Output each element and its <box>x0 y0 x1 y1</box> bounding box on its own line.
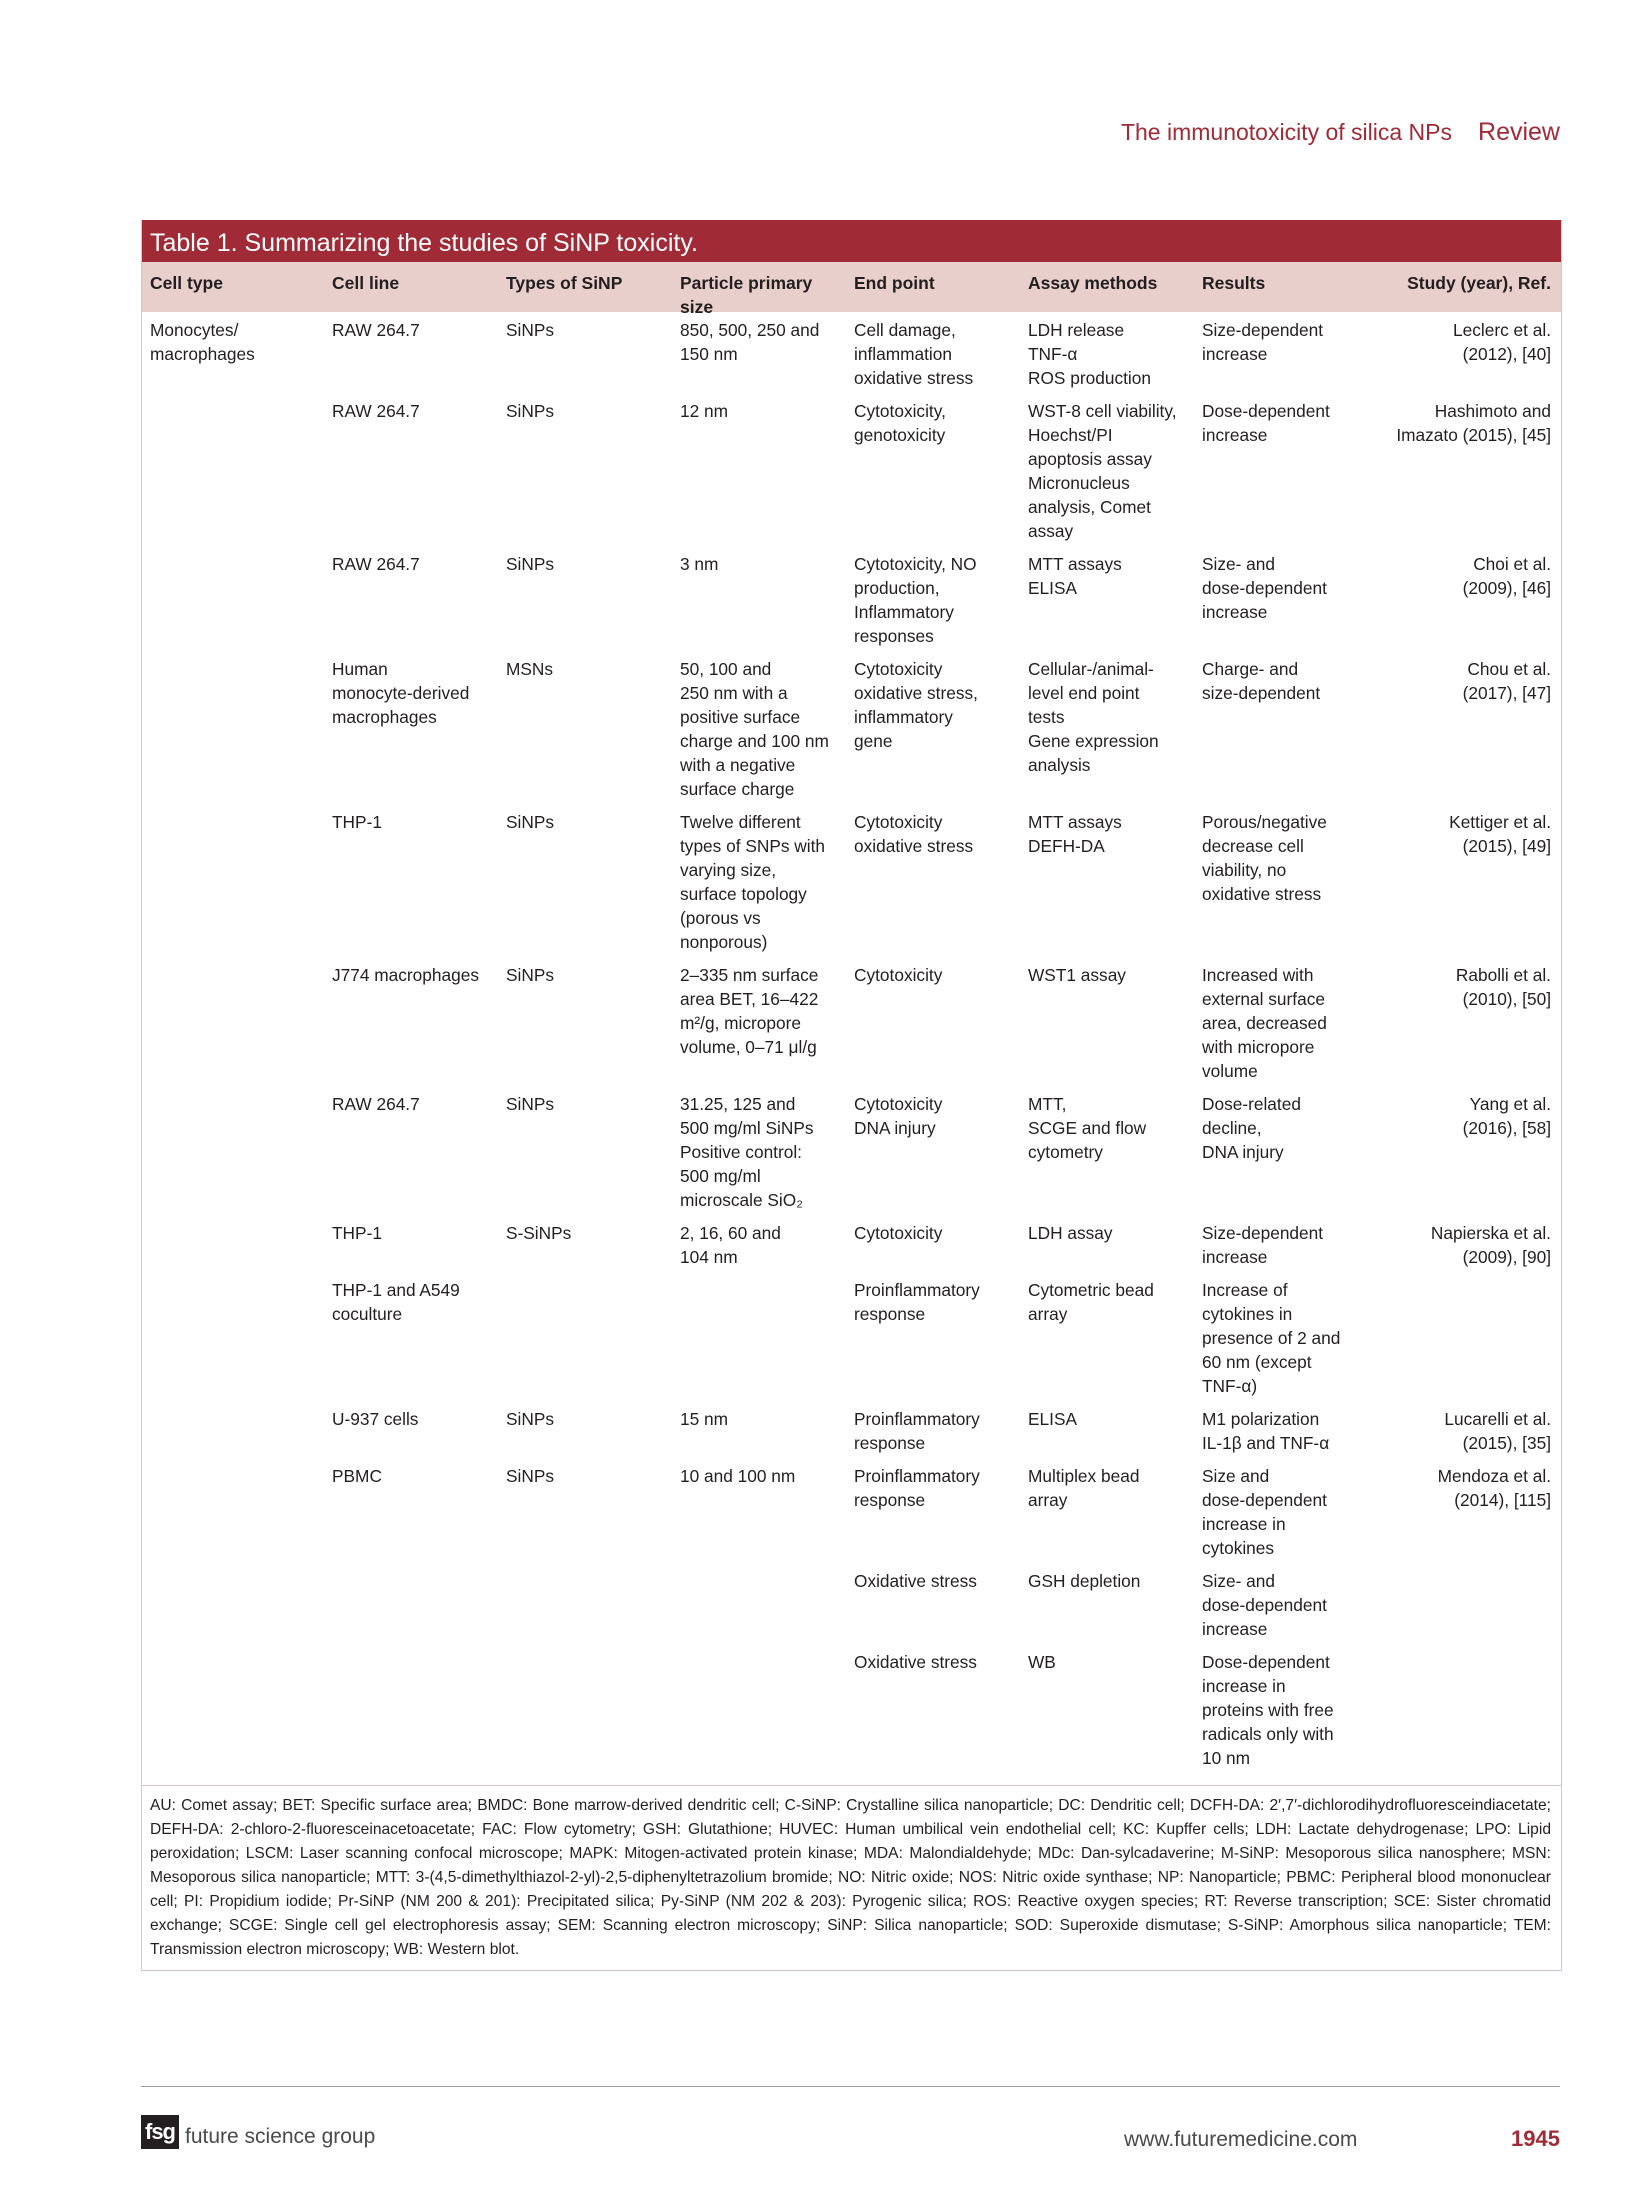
table-cell: Yang et al. (2016), [58] <box>1462 1094 1551 1138</box>
table-cell: Charge- and size-dependent <box>1202 659 1321 703</box>
table-cell: Size- and dose-dependent increase <box>1202 1571 1327 1639</box>
table-cell: GSH depletion <box>1028 1571 1141 1591</box>
table-cell: THP-1 <box>332 812 382 832</box>
table-row <box>150 1221 1561 1269</box>
table-cell: Multiplex bead array <box>1028 1466 1140 1510</box>
footer-rule <box>141 2086 1560 2087</box>
table-cell: THP-1 and A549 coculture <box>332 1280 460 1324</box>
table-cell: WST-8 cell viability, Hoechst/PI apoptosis assay Micronucleus analysis, Comet assay <box>1028 401 1177 541</box>
table-cell: Cytotoxicity <box>854 965 943 985</box>
table-cell: MTT, SCGE and flow cytometry <box>1028 1094 1147 1162</box>
table-row <box>150 1407 1561 1455</box>
publisher-logo <box>141 2115 375 2149</box>
table-cell: Dose-dependent increase <box>1202 401 1330 445</box>
table-cell <box>1352 1569 1561 1641</box>
table-cell <box>150 552 332 648</box>
table-row <box>150 963 1561 1083</box>
table-footnote: AU: Comet assay; BET: Specific surface area; BMDC: Bone marrow-derived dendritic cell; C-SiNP: Crystalline silica nanoparticle; DC: Dendritic cell; DCFH-DA: 2′,7′-dichlorodihydrofluoresceindiacetate; DEFH-DA: 2-chloro-2-fluoresceinacetoacetate; FAC: Flow cytometry; GSH: Glutathione; HUVEC: Human umbilical vein endothelial cell; KC: Kupffer cells; LDH: Lactate dehydrogenase; LPO: Lipid peroxidation; LSCM: Laser scanning confocal microscope; MAPK: Mitogen-activated protein kinase; MDA: Malondialdehyde; MDc: Dan-sylcadaverine; M-SiNP: Mesoporous silica nanosphere; MSN: Mesoporous silica nanoparticle; MTT: 3-(4,5-dimethylthiazol-2-yl)-2,5-diphenyltetrazolium bromide; NO: Nitric oxide; NOS: Nitric oxide synthase; NP: Nanoparticle; PBMC: Peripheral blood mononuclear cell; PI: Propidium iodide; Pr-SiNP (NM 200 & 201): Precipitated silica; Py-SiNP (NM 202 & 203): Pyrogenic silica; ROS: Reactive oxygen species; RT: Reverse transcription; SCE: Sister chromatid exchange; SCGE: Single cell gel electrophoresis assay; SEM: Scanning electron microscopy; SiNP: Silica nanoparticle; SOD: Superoxide dismutase; S-SiNP: Amorphous silica nanoparticle; TEM: Transmission electron microscopy; WB: Western blot. <box>142 1785 1561 1970</box>
table-cell: THP-1 <box>332 1223 382 1243</box>
column-header: Cell type <box>150 273 223 293</box>
table-cell: Cytotoxicity, NO production, Inflammatory responses <box>854 554 977 646</box>
table-row <box>150 1092 1561 1212</box>
table-title: Table 1. Summarizing the studies of SiNP toxicity. <box>142 220 1561 262</box>
table-row <box>150 1278 1561 1398</box>
table-row <box>150 810 1561 954</box>
table-cell: SiNPs <box>506 554 555 574</box>
table-cell <box>506 1278 680 1398</box>
table-cell: WB <box>1028 1652 1056 1672</box>
table-row <box>150 657 1561 801</box>
table-cell: Size-dependent increase <box>1202 320 1324 364</box>
table-cell: 2–335 nm surface area BET, 16–422 m²/g, micropore volume, 0–71 μl/g <box>680 965 819 1057</box>
table-cell: Kettiger et al. (2015), [49] <box>1449 812 1551 856</box>
table-row <box>150 399 1561 543</box>
table-cell: LDH release TNF-α ROS production <box>1028 320 1151 388</box>
column-header: End point <box>854 273 935 293</box>
table-cell: Cytotoxicity oxidative stress, inflammatory gene <box>854 659 978 751</box>
table-cell <box>150 399 332 543</box>
table-cell: Rabolli et al. (2010), [50] <box>1455 965 1551 1009</box>
table-cell: LDH assay <box>1028 1223 1113 1243</box>
footer-url[interactable]: www.futuremedicine.com <box>1124 2128 1358 2151</box>
table-cell: Cell damage, inflammation oxidative stress <box>854 320 974 388</box>
table-row <box>150 1650 1561 1770</box>
table-cell <box>150 657 332 801</box>
table-cell: 31.25, 125 and 500 mg/ml SiNPs Positive control: 500 mg/ml microscale SiO₂ <box>680 1094 814 1210</box>
table-cell: Cytometric bead array <box>1028 1280 1154 1324</box>
table-cell <box>332 1650 506 1770</box>
table-cell: MTT assays DEFH-DA <box>1028 812 1122 856</box>
running-header <box>1121 118 1560 147</box>
table-row <box>150 552 1561 648</box>
table-cell: SiNPs <box>506 965 555 985</box>
table-cell: Cytotoxicity oxidative stress <box>854 812 974 856</box>
table-cell <box>1352 1650 1561 1770</box>
table-cell: Leclerc et al. (2012), [40] <box>1453 320 1551 364</box>
running-title: The immunotoxicity of silica NPs <box>1120 119 1453 145</box>
table-cell <box>150 1221 332 1269</box>
table-cell: SiNPs <box>506 320 555 340</box>
table-cell: Cytotoxicity DNA injury <box>854 1094 943 1138</box>
table-cell: 3 nm <box>680 554 719 574</box>
table-cell: Monocytes/ macrophages <box>150 320 255 364</box>
table-cell: Size and dose-dependent increase in cytokines <box>1202 1466 1327 1558</box>
table-cell: SiNPs <box>506 1466 555 1486</box>
table-cell: Dose-related decline, DNA injury <box>1202 1094 1301 1162</box>
page-number: 1945 <box>1511 2126 1560 2151</box>
table-cell <box>150 1407 332 1455</box>
table-cell: RAW 264.7 <box>332 401 420 421</box>
table-header-row <box>142 262 1561 317</box>
table-cell <box>150 1569 332 1641</box>
column-header: Assay methods <box>1028 273 1158 293</box>
column-header: Results <box>1202 273 1266 293</box>
table-cell: Size-dependent increase <box>1202 1223 1324 1267</box>
table-cell: Cellular-/animal- level end point tests Gene expression analysis <box>1028 659 1159 775</box>
table-cell <box>150 1650 332 1770</box>
fsg-logo-mark: fsg <box>141 2115 179 2149</box>
table-cell: MSNs <box>506 659 554 679</box>
table-cell: RAW 264.7 <box>332 1094 420 1114</box>
table-cell: PBMC <box>332 1466 382 1486</box>
table-cell: Hashimoto and Imazato (2015), [45] <box>1396 401 1551 445</box>
table-row <box>150 318 1561 390</box>
table-cell: 15 nm <box>680 1409 729 1429</box>
table-cell: Proinflammatory response <box>854 1280 980 1324</box>
table-cell: S-SiNPs <box>506 1223 572 1243</box>
table-cell: Chou et al. (2017), [47] <box>1462 659 1551 703</box>
publisher-name: future science group <box>185 2125 376 2148</box>
table-cell: RAW 264.7 <box>332 320 420 340</box>
table-cell: 850, 500, 250 and 150 nm <box>680 320 820 364</box>
table-cell: WST1 assay <box>1028 965 1126 985</box>
column-header: Study (year), Ref. <box>1407 273 1551 293</box>
table-cell: Lucarelli et al. (2015), [35] <box>1444 1409 1551 1453</box>
column-header: Particle primary size <box>680 273 813 317</box>
table-cell: Napierska et al. (2009), [90] <box>1430 1223 1551 1267</box>
table-cell <box>1352 1278 1561 1398</box>
table-cell <box>506 1569 680 1641</box>
table-cell: Cytotoxicity, genotoxicity <box>854 401 946 445</box>
table-cell: Choi et al. (2009), [46] <box>1462 554 1551 598</box>
table-cell <box>506 1650 680 1770</box>
table-cell: SiNPs <box>506 812 555 832</box>
table-cell: Twelve different types of SNPs with varying size, surface topology (porous vs nonporous) <box>680 812 826 952</box>
table-cell: SiNPs <box>506 401 555 421</box>
table-cell: RAW 264.7 <box>332 554 420 574</box>
table-1 <box>141 220 1562 1971</box>
column-header: Cell line <box>332 273 400 293</box>
table-cell: Proinflammatory response <box>854 1409 980 1453</box>
table-cell: SiNPs <box>506 1409 555 1429</box>
table-cell <box>680 1650 854 1770</box>
table-cell <box>680 1278 854 1398</box>
table-row <box>150 1464 1561 1560</box>
table-cell: Proinflammatory response <box>854 1466 980 1510</box>
table-cell: J774 macrophages <box>332 965 479 985</box>
table-cell: Size- and dose-dependent increase <box>1202 554 1327 622</box>
table-cell: M1 polarization IL-1β and TNF-α <box>1202 1409 1330 1453</box>
table-body <box>142 312 1561 1785</box>
table-cell: Increase of cytokines in presence of 2 and 60 nm (except TNF-α) <box>1202 1280 1341 1396</box>
table-cell <box>332 1569 506 1641</box>
table-cell: Cytotoxicity <box>854 1223 943 1243</box>
table-cell: 50, 100 and 250 nm with a positive surface charge and 100 nm with a negative surface charge <box>680 659 829 799</box>
table-cell <box>150 810 332 954</box>
table-cell <box>150 1464 332 1560</box>
table-cell: Oxidative stress <box>854 1652 977 1672</box>
table-cell: Mendoza et al. (2014), [115] <box>1437 1466 1551 1510</box>
table-cell <box>150 1092 332 1212</box>
table-row <box>150 1569 1561 1641</box>
table-cell: U-937 cells <box>332 1409 419 1429</box>
table-cell: 12 nm <box>680 401 729 421</box>
table-cell <box>680 1569 854 1641</box>
table-cell: Oxidative stress <box>854 1571 977 1591</box>
table-cell <box>150 963 332 1083</box>
table-cell: 2, 16, 60 and 104 nm <box>680 1223 781 1267</box>
column-header: Types of SiNP <box>506 273 623 293</box>
table-cell: Increased with external surface area, decreased with micropore volume <box>1202 965 1327 1081</box>
table-cell: SiNPs <box>506 1094 555 1114</box>
table-cell <box>150 1278 332 1398</box>
table-cell: Porous/negative decrease cell viability, no oxidative stress <box>1202 812 1327 904</box>
table-cell: ELISA <box>1028 1409 1077 1429</box>
table-cell: MTT assays ELISA <box>1028 554 1122 598</box>
table-cell: Human monocyte-derived macrophages <box>332 659 470 727</box>
table-cell: 10 and 100 nm <box>680 1466 796 1486</box>
section-label: Review <box>1478 118 1560 146</box>
table-cell: Dose-dependent increase in proteins with free radicals only with 10 nm <box>1202 1652 1334 1768</box>
